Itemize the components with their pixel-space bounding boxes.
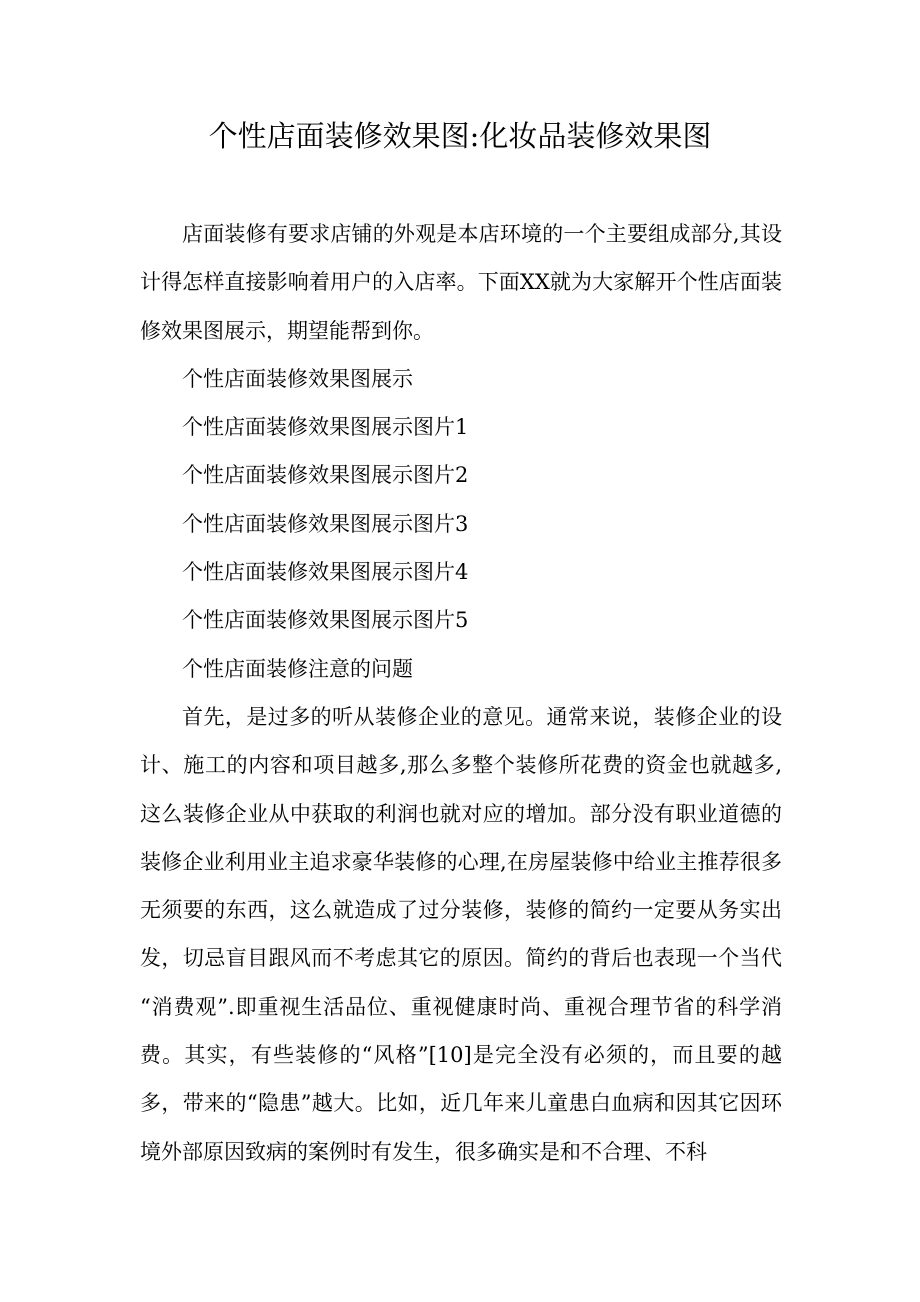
- image-caption-1: 个性店面装修效果图展示图片1: [182, 415, 469, 440]
- section-heading-showcase: 个性店面装修效果图展示: [182, 366, 413, 391]
- document-title: 个性店面装修效果图:化妆品装修效果图: [208, 119, 712, 153]
- image-caption-4: 个性店面装修效果图展示图片4: [182, 560, 469, 585]
- image-caption-3: 个性店面装修效果图展示图片3: [182, 511, 469, 536]
- intro-paragraph: 店面装修有要求店铺的外观是本店环境的一个主要组成部分,其设计得怎样直接影响着用户的入店率。下面XX就为大家解开个性店面装修效果图展示，期望能帮到你。: [140, 222, 782, 343]
- document-body: [140, 210, 782, 1176]
- image-caption-5: 个性店面装修效果图展示图片5: [182, 608, 469, 633]
- body-paragraph: 首先，是过多的听从装修企业的意见。通常来说，装修企业的设计、施工的内容和项目越多,那么多整个装修所花费的资金也就越多,这么装修企业从中获取的利润也就对应的增加。部分没有职业道德的装修企业利用业主追求豪华装修的心理,在房屋装修中给业主推荐很多无须要的东西，这么就造成了过分装修，装修的简约一定要从务实出发，切忌盲目跟风而不考虑其它的原因。简约的背后也表现一个当代 “消费观”.即重视生活品位、重视健康时尚、重视合理节省的科学消费。其实，有些装修的“风格”[10]是完全没有必须的，而且要的越多，带来的“隐患”越大。比如，近几年来儿童患白血病和因其它因环境外部原因致病的案例时有发生，很多确实是和不合理、不科: [140, 704, 782, 1164]
- section-heading-notes: 个性店面装修注意的问题: [182, 656, 413, 681]
- image-caption-2: 个性店面装修效果图展示图片2: [182, 463, 469, 488]
